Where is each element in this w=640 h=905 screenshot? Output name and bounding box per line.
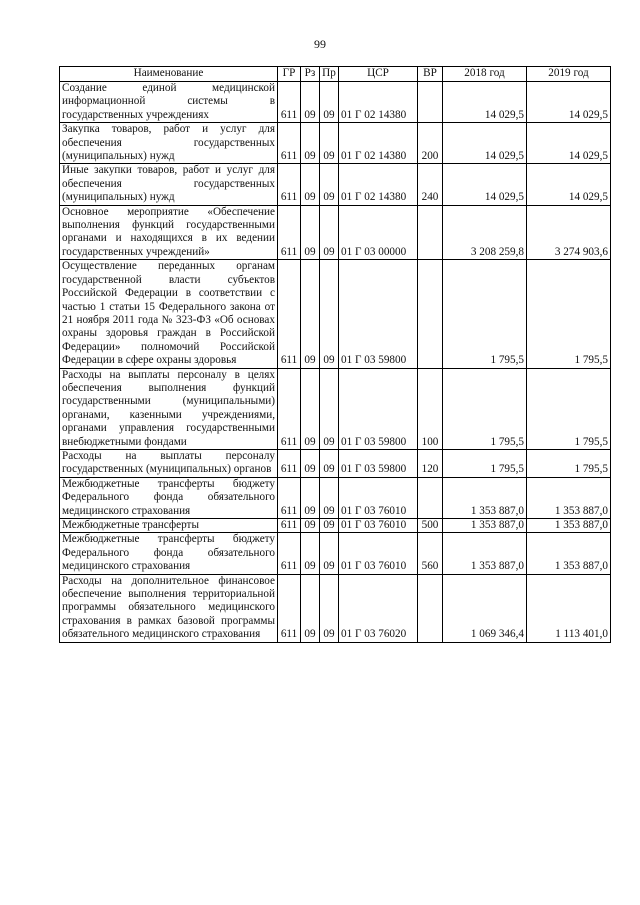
table-row (60, 368, 611, 449)
row-vr (418, 82, 443, 123)
row-rz: 09 (301, 449, 320, 477)
row-name: Межбюджетные трансферты бюджету Федерального фонда обязательного медицинского страхования (60, 477, 278, 518)
header-2019: 2019 год (527, 67, 611, 82)
table-row (60, 260, 611, 368)
row-2019: 1 113 401,0 (527, 574, 611, 642)
row-name: Основное мероприятие «Обеспечение выполнения функций государственными органами и находящихся в их ведении государственных учреждений» (60, 205, 278, 260)
row-vr (418, 205, 443, 260)
row-2019: 14 029,5 (527, 82, 611, 123)
row-2018: 1 795,5 (443, 260, 527, 368)
row-name: Закупка товаров, работ и услуг для обеспечения государственных (муниципальных) нужд (60, 123, 278, 164)
row-2019: 1 353 887,0 (527, 519, 611, 533)
row-2018: 14 029,5 (443, 82, 527, 123)
row-name: Межбюджетные трансферты (60, 519, 278, 533)
row-pr: 09 (320, 205, 339, 260)
table-row (60, 519, 611, 533)
row-2018: 3 208 259,8 (443, 205, 527, 260)
row-gr: 611 (278, 164, 301, 205)
row-pr: 09 (320, 164, 339, 205)
row-name: Расходы на дополнительное финансовое обеспечение выполнения территориальной программы обязательного медицинского страхования в рамках базовой программы обязательного медицинского страхования (60, 574, 278, 642)
table-row (60, 123, 611, 164)
row-name: Расходы на выплаты персоналу в целях обеспечения выполнения функций государственными (муниципальными) органами, казенными учреждениями, органами управления государственными внебюджетными фондами (60, 368, 278, 449)
row-rz: 09 (301, 519, 320, 533)
row-csr: 01 Г 03 76010 (339, 533, 418, 574)
row-vr: 100 (418, 368, 443, 449)
row-name: Расходы на выплаты персоналу государственных (муниципальных) органов (60, 449, 278, 477)
row-rz: 09 (301, 477, 320, 518)
row-pr: 09 (320, 260, 339, 368)
table-row (60, 205, 611, 260)
row-vr (418, 574, 443, 642)
row-2018: 14 029,5 (443, 123, 527, 164)
row-rz: 09 (301, 574, 320, 642)
row-gr: 611 (278, 368, 301, 449)
row-gr: 611 (278, 574, 301, 642)
row-vr: 120 (418, 449, 443, 477)
row-vr: 560 (418, 533, 443, 574)
row-csr: 01 Г 03 76010 (339, 477, 418, 518)
row-2019: 3 274 903,6 (527, 205, 611, 260)
row-pr: 09 (320, 449, 339, 477)
row-rz: 09 (301, 533, 320, 574)
row-pr: 09 (320, 533, 339, 574)
row-csr: 01 Г 02 14380 (339, 82, 418, 123)
row-gr: 611 (278, 123, 301, 164)
row-gr: 611 (278, 449, 301, 477)
row-rz: 09 (301, 368, 320, 449)
table-row (60, 574, 611, 642)
header-csr: ЦСР (339, 67, 418, 82)
header-pr: Пр (320, 67, 339, 82)
table-row (60, 82, 611, 123)
budget-table (59, 66, 611, 643)
row-pr: 09 (320, 368, 339, 449)
row-2019: 14 029,5 (527, 123, 611, 164)
row-name: Создание единой медицинской информационной системы в государственных учреждениях (60, 82, 278, 123)
header-row (60, 67, 611, 82)
table-body (60, 82, 611, 643)
row-vr: 200 (418, 123, 443, 164)
row-2018: 1 795,5 (443, 449, 527, 477)
row-name: Осуществление переданных органам государственной власти субъектов Российской Федерации в соответствии с частью 1 статьи 15 Федерального закона от 21 ноября 2011 года № 323-ФЗ «Об основах охраны здоровья граждан в Российской Федерации» полномочий Российской Федерации в сфере охраны здоровья (60, 260, 278, 368)
table-row (60, 533, 611, 574)
row-2019: 14 029,5 (527, 164, 611, 205)
row-vr: 500 (418, 519, 443, 533)
row-vr: 240 (418, 164, 443, 205)
row-vr (418, 260, 443, 368)
header-gr: ГР (278, 67, 301, 82)
row-vr (418, 477, 443, 518)
row-pr: 09 (320, 82, 339, 123)
row-2019: 1 795,5 (527, 260, 611, 368)
row-2018: 1 353 887,0 (443, 533, 527, 574)
table-row (60, 449, 611, 477)
row-rz: 09 (301, 260, 320, 368)
row-pr: 09 (320, 123, 339, 164)
row-rz: 09 (301, 82, 320, 123)
row-csr: 01 Г 03 59800 (339, 368, 418, 449)
row-rz: 09 (301, 164, 320, 205)
header-rz: Рз (301, 67, 320, 82)
row-2018: 14 029,5 (443, 164, 527, 205)
row-csr: 01 Г 03 59800 (339, 449, 418, 477)
row-rz: 09 (301, 123, 320, 164)
row-gr: 611 (278, 477, 301, 518)
row-2019: 1 795,5 (527, 368, 611, 449)
row-gr: 611 (278, 519, 301, 533)
row-pr: 09 (320, 519, 339, 533)
row-gr: 611 (278, 205, 301, 260)
header-vr: ВР (418, 67, 443, 82)
row-pr: 09 (320, 574, 339, 642)
row-2019: 1 795,5 (527, 449, 611, 477)
row-2018: 1 353 887,0 (443, 477, 527, 518)
row-csr: 01 Г 03 76020 (339, 574, 418, 642)
page-number: 99 (314, 37, 326, 51)
row-name: Межбюджетные трансферты бюджету Федерального фонда обязательного медицинского страхования (60, 533, 278, 574)
header-name: Наименование (60, 67, 278, 82)
row-pr: 09 (320, 477, 339, 518)
row-gr: 611 (278, 260, 301, 368)
row-csr: 01 Г 03 59800 (339, 260, 418, 368)
row-csr: 01 Г 02 14380 (339, 123, 418, 164)
row-csr: 01 Г 03 00000 (339, 205, 418, 260)
row-2019: 1 353 887,0 (527, 533, 611, 574)
header-2018: 2018 год (443, 67, 527, 82)
table-row (60, 164, 611, 205)
row-name: Иные закупки товаров, работ и услуг для обеспечения государственных (муниципальных) нужд (60, 164, 278, 205)
table-row (60, 477, 611, 518)
row-rz: 09 (301, 205, 320, 260)
row-2019: 1 353 887,0 (527, 477, 611, 518)
row-csr: 01 Г 02 14380 (339, 164, 418, 205)
row-gr: 611 (278, 82, 301, 123)
row-2018: 1 353 887,0 (443, 519, 527, 533)
row-2018: 1 795,5 (443, 368, 527, 449)
row-2018: 1 069 346,4 (443, 574, 527, 642)
row-gr: 611 (278, 533, 301, 574)
row-csr: 01 Г 03 76010 (339, 519, 418, 533)
